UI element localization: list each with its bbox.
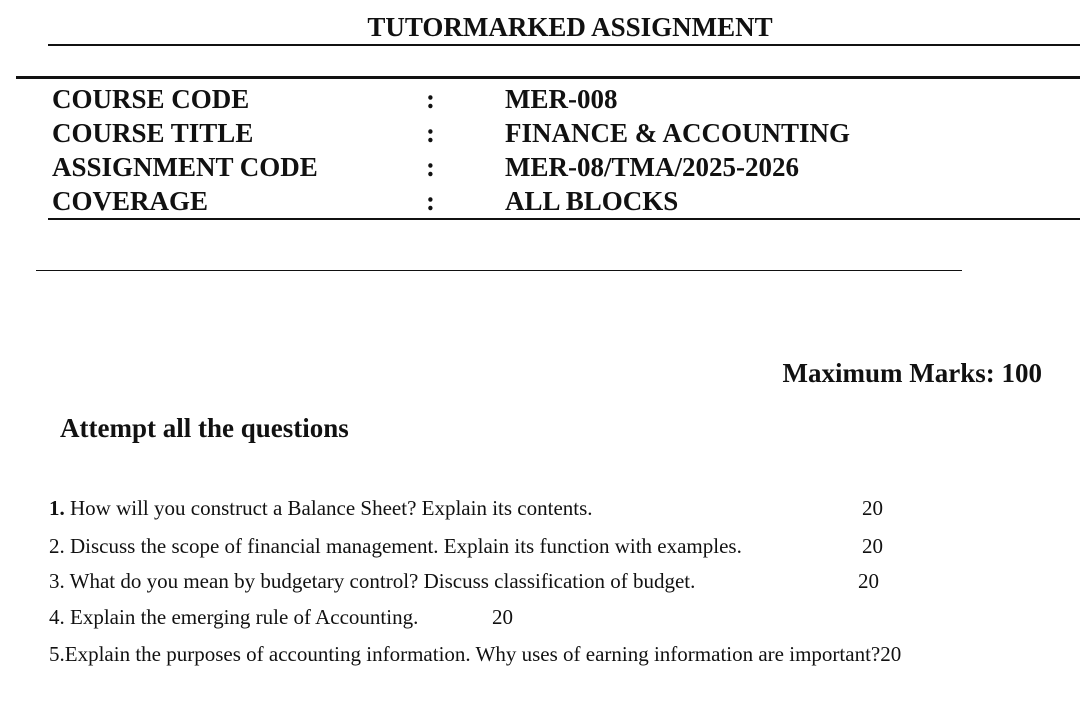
header-top-rule <box>16 76 1080 79</box>
question-number: 1. <box>49 496 65 520</box>
coverage-label: COVERAGE <box>52 186 209 216</box>
question-3-marks: 20 <box>858 569 879 593</box>
course-code-label: COURSE CODE <box>52 84 250 114</box>
assignment-code-label: ASSIGNMENT CODE <box>52 152 318 182</box>
question-1 <box>49 494 593 522</box>
question-4 <box>49 603 418 631</box>
instruction-heading: Attempt all the questions <box>60 413 349 443</box>
question-5-marks: 20 <box>880 642 902 666</box>
course-title-colon: : <box>426 118 435 148</box>
assignment-code-colon: : <box>426 152 435 182</box>
title-underline <box>48 44 1080 46</box>
course-title-label: COURSE TITLE <box>52 118 254 148</box>
question-text: Explain the purposes of accounting information. Why uses of earning information are important? <box>64 642 881 666</box>
question-number: 4. <box>49 605 65 629</box>
assignment-code-value: MER-08/TMA/2025-2026 <box>505 152 799 182</box>
coverage-value: ALL BLOCKS <box>505 186 679 216</box>
coverage-colon: : <box>426 186 435 216</box>
question-number: 2. <box>49 534 65 558</box>
question-text: How will you construct a Balance Sheet? Explain its contents. <box>64 496 593 520</box>
document-title: TUTORMARKED ASSIGNMENT <box>367 12 773 42</box>
question-5 <box>49 640 901 668</box>
question-number: 3. <box>49 569 65 593</box>
header-bottom-rule <box>48 218 1080 220</box>
course-code-value: MER-008 <box>505 84 618 114</box>
question-text: Discuss the scope of financial management. Explain its function with examples. <box>64 534 742 558</box>
question-3 <box>49 567 695 595</box>
question-2 <box>49 532 742 560</box>
question-1-marks: 20 <box>862 496 883 520</box>
course-code-colon: : <box>426 84 435 114</box>
question-text: What do you mean by budgetary control? Discuss classification of budget. <box>64 569 696 593</box>
section-divider <box>36 270 962 271</box>
question-number: 5. <box>49 642 65 666</box>
course-title-value: FINANCE & ACCOUNTING <box>505 118 851 148</box>
question-text: Explain the emerging rule of Accounting. <box>64 605 419 629</box>
maximum-marks: Maximum Marks: 100 <box>782 358 1042 388</box>
question-2-marks: 20 <box>862 534 883 558</box>
question-4-marks: 20 <box>492 605 513 629</box>
